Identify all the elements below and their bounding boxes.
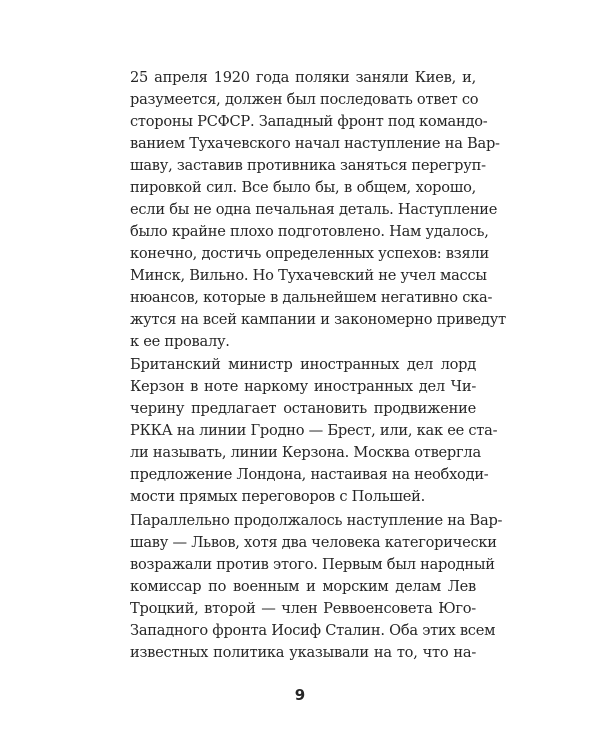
text-line: было крайне плохо подготовлено. Нам удалось, bbox=[130, 223, 489, 240]
text-line: ли называть, линии Керзона. Москва отвергла bbox=[130, 444, 481, 461]
text-line: Западного фронта Иосиф Сталин. Оба этих всем bbox=[130, 622, 496, 639]
text-line: если бы не одна печальная деталь. Наступление bbox=[130, 201, 498, 218]
text-line: ванием Тухачевского начал наступление на Вар- bbox=[130, 135, 500, 152]
text-line: пировкой сил. Все было бы, в общем, хорошо, bbox=[130, 179, 476, 196]
text-line: нюансов, которые в дальнейшем негативно ска- bbox=[130, 289, 493, 306]
text-line: Параллельно продолжалось наступление на Вар- bbox=[130, 512, 503, 529]
text-line: РККА на линии Гродно — Брест, или, как ее ста- bbox=[130, 422, 498, 439]
text-line: черину предлагает остановить продвижение bbox=[130, 400, 476, 417]
text-line: Троцкий, второй — член Реввоенсовета Юго- bbox=[130, 600, 476, 617]
text-line: возражали против этого. Первым был народный bbox=[130, 556, 495, 573]
text-line: 25 апреля 1920 года поляки заняли Киев, и, bbox=[130, 69, 476, 86]
text-line: к ее провалу. bbox=[130, 333, 230, 350]
text-line: Керзон в ноте наркому иностранных дел Чи- bbox=[130, 378, 476, 395]
text-line: шаву — Львов, хотя два человека категорически bbox=[130, 534, 497, 551]
text-line: комиссар по военным и морским делам Лев bbox=[130, 578, 476, 595]
text-line: мости прямых переговоров с Польшей. bbox=[130, 488, 425, 505]
page-number: 9 bbox=[294, 686, 306, 704]
text-line: предложение Лондона, настаивая на необходи- bbox=[130, 466, 489, 483]
text-line: разумеется, должен был последовать ответ со bbox=[130, 91, 479, 108]
text-line: Минск, Вильно. Но Тухачевский не учел массы bbox=[130, 267, 487, 284]
text-line: Британский министр иностранных дел лорд bbox=[130, 356, 476, 373]
text-line: известных политика указывали на то, что на- bbox=[130, 644, 476, 661]
text-line: шаву, заставив противника заняться перегруп- bbox=[130, 157, 486, 174]
text-line: стороны РСФСР. Западный фронт под командо- bbox=[130, 113, 488, 130]
text-line: конечно, достичь определенных успехов: взяли bbox=[130, 245, 489, 262]
text-line: жутся на всей кампании и закономерно приведут bbox=[130, 311, 506, 328]
